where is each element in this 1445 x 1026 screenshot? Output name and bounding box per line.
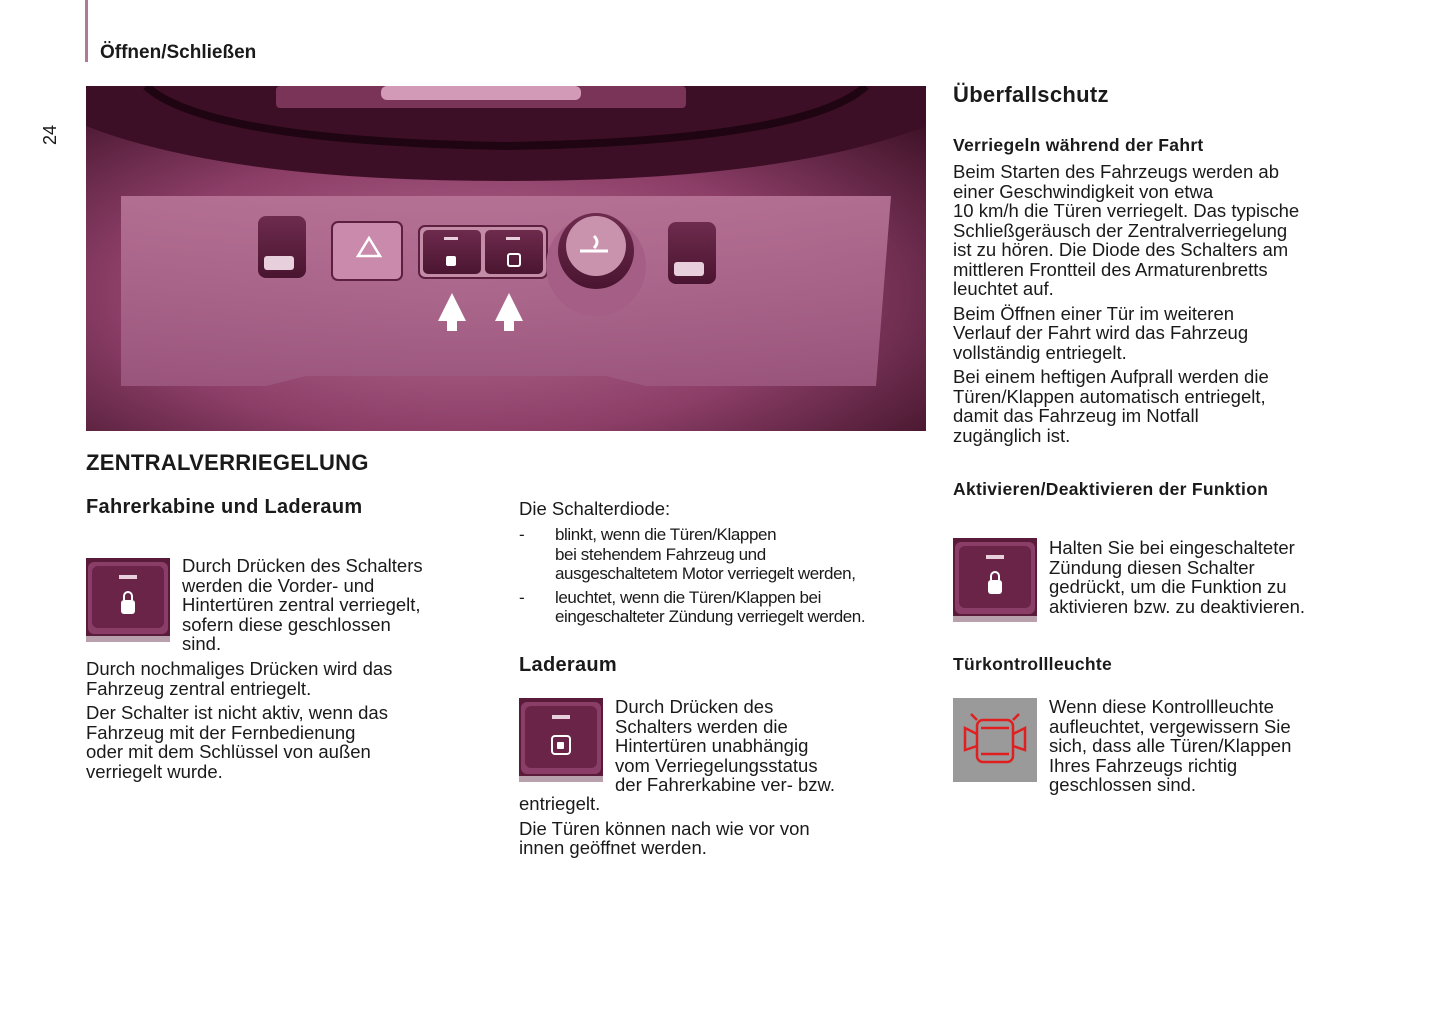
activate-heading: Aktivieren/Deaktivieren der Funktion bbox=[953, 479, 1269, 499]
sub-heading-cabin: Fahrerkabine und Laderaum bbox=[86, 496, 363, 518]
cargo-paragraphs: entriegelt. Die Türen können nach wie vor von innen geöffnet werden. bbox=[519, 793, 810, 858]
section-rule bbox=[85, 0, 88, 62]
cargo-switch-text: Durch Drücken des Schalters werden die Hintertüren unabhängig vom Verriegelungsstatus der Fahrerkabine ver- bzw. bbox=[615, 696, 836, 795]
page-number: 24 bbox=[40, 124, 60, 145]
section-title: Öffnen/Schließen bbox=[100, 42, 257, 63]
list-item: - leuchtet, wenn die Türen/Klappen bei eingeschalteter Zündung verriegelt werden. bbox=[519, 587, 866, 626]
door-warning-heading: Türkontrollleuchte bbox=[953, 654, 1113, 674]
door-warning-text: Wenn diese Kontrollleuchte aufleuchtet, vergewissern Sie sich, dass alle Türen/Klappen Ihres Fahrzeugs richtig geschlossen sind. bbox=[1049, 696, 1292, 795]
cargo-lock-switch-icon bbox=[519, 698, 603, 782]
dashboard-photo bbox=[86, 86, 926, 431]
door-open-warning-icon bbox=[953, 698, 1037, 782]
lock-while-driving-text: Beim Starten des Fahrzeugs werden ab einer Geschwindigkeit von etwa 10 km/h die Türen verriegelt. Das typische Schließgeräusch der Zentralverriegelung ist zu hören. Die Diode des Schalters am mittleren Frontteil des Armaturenbretts leuchtet auf. Beim Öffnen einer Tür im weiteren Verlauf der Fahrt wird das Fahrzeug vollständig entriegelt. Bei einem heftigen Aufprall werden die Türen/Klappen automatisch entriegelt, damit das Fahrzeug im Notfall zugänglich ist. bbox=[953, 161, 1300, 446]
lock-while-driving-heading: Verriegeln während der Fahrt bbox=[953, 135, 1204, 155]
activation-switch-icon bbox=[953, 538, 1037, 622]
diode-intro: Die Schalterdiode: bbox=[519, 498, 671, 519]
central-lock-switch-icon bbox=[86, 558, 170, 642]
list-item: - blinkt, wenn die Türen/Klappen bei stehendem Fahrzeug und ausgeschaltetem Motor verriegelt werden, bbox=[519, 525, 856, 583]
main-heading: ZENTRALVERRIEGELUNG bbox=[86, 450, 369, 475]
activation-text: Halten Sie bei eingeschalteter Zündung diesen Schalter gedrückt, um die Funktion zu aktivieren bzw. zu deaktivieren. bbox=[1049, 537, 1306, 617]
cabin-paragraphs: Durch nochmaliges Drücken wird das Fahrzeug zentral entriegelt. Der Schalter ist nicht aktiv, wenn das Fahrzeug mit der Fernbedienung oder mit dem Schlüssel von außen verriegelt wurde. bbox=[86, 658, 393, 782]
diode-bullet-list bbox=[519, 525, 929, 631]
cargo-heading: Laderaum bbox=[519, 654, 617, 676]
cabin-switch-text: Durch Drücken des Schalters werden die Vorder- und Hintertüren zentral verriegelt, sofern diese geschlossen sind. bbox=[182, 555, 423, 654]
anti-theft-heading: Überfallschutz bbox=[953, 82, 1109, 107]
